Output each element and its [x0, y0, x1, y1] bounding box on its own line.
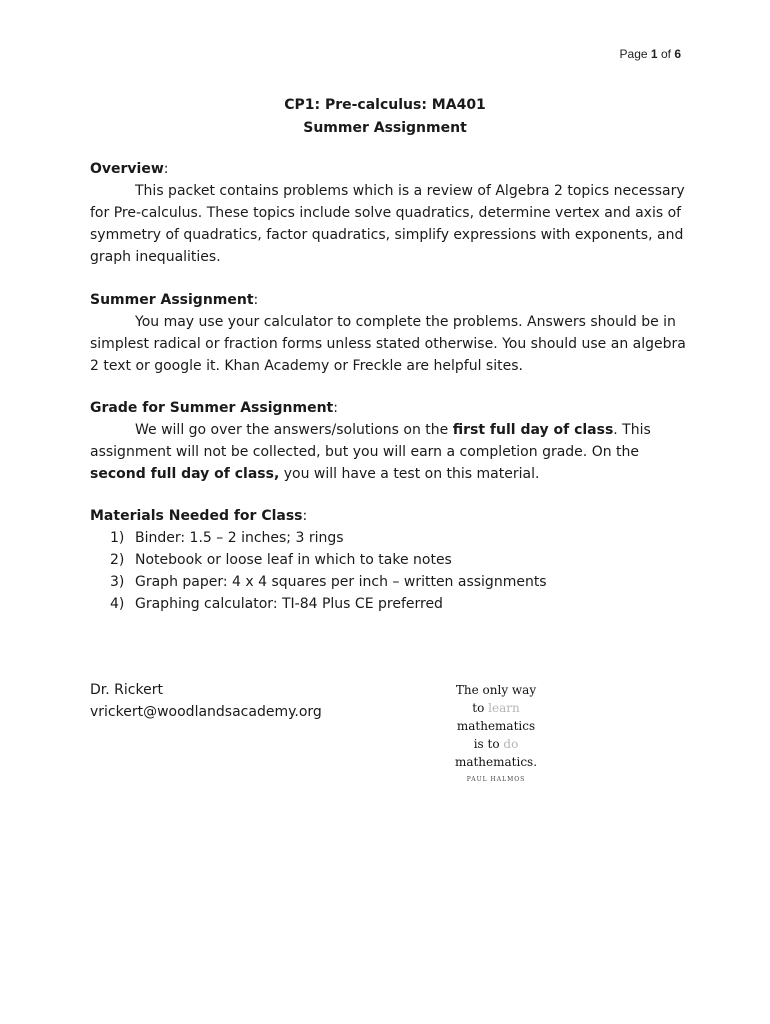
teacher-name: Dr. Rickert	[90, 682, 163, 698]
quote-attribution: PAUL HALMOS	[466, 776, 526, 783]
list-item: 1) Binder: 1.5 – 2 inches; 3 rings	[110, 530, 344, 546]
summer-assignment-section	[90, 289, 690, 377]
materials-list	[90, 527, 690, 615]
materials-heading: Materials Needed for Class:	[90, 508, 308, 524]
overview-section	[90, 158, 690, 268]
math-quote-image: The only way to learn mathematics is to do mathematics. PAUL HALMOS	[436, 681, 556, 785]
overview-heading: Overview:	[90, 161, 169, 177]
contact-block	[90, 679, 322, 723]
summer-assignment-body: You may use your calculator to complete the problems. Answers should be in simplest radical or fraction forms unless stated otherwise. You should use an algebra 2 text or google it. Khan Academy or Freckle are helpful sites.	[90, 314, 686, 374]
grade-heading: Grade for Summer Assignment:	[90, 400, 338, 416]
list-item: 4) Graphing calculator: TI-84 Plus CE preferred	[110, 596, 443, 612]
grade-body: We will go over the answers/solutions on the first full day of class. This assignment will not be collected, but you will earn a completion grade. On the second full day of class, you will have a test on this material.	[90, 422, 651, 482]
grade-section	[90, 397, 690, 485]
course-title: CP1: Pre-calculus: MA401	[284, 97, 486, 113]
summer-assignment-heading: Summer Assignment:	[90, 292, 259, 308]
list-item: 3) Graph paper: 4 x 4 squares per inch – written assignments	[110, 574, 547, 590]
teacher-email: vrickert@woodlandsacademy.org	[90, 704, 322, 720]
materials-section	[90, 505, 690, 615]
assignment-title: Summer Assignment	[303, 120, 467, 136]
document-title	[90, 94, 680, 140]
list-item: 2) Notebook or loose leaf in which to take notes	[110, 552, 452, 568]
overview-body: This packet contains problems which is a review of Algebra 2 topics necessary for Pre-calculus. These topics include solve quadratics, determine vertex and axis of symmetry of quadratics, factor quadratics, simplify expressions with exponents, and graph inequalities.	[90, 183, 685, 265]
page-number: Page 1 of 6	[619, 47, 681, 61]
